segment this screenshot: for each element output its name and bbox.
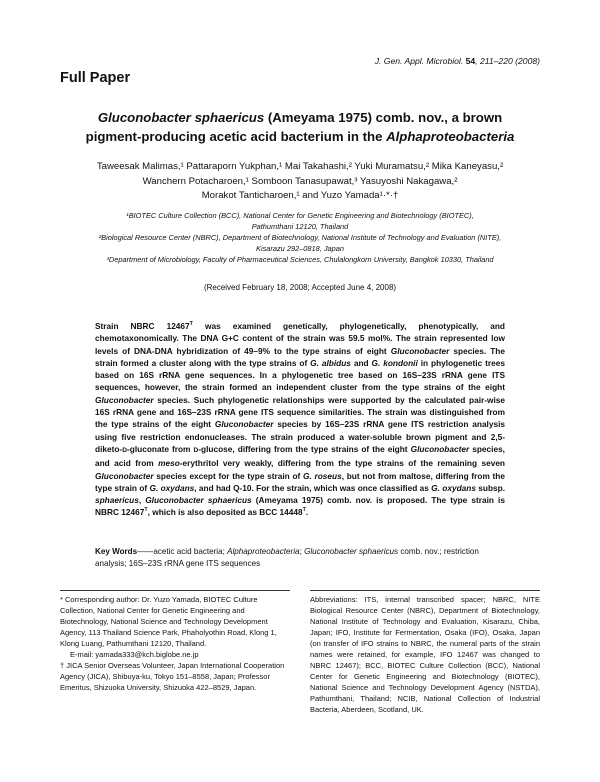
key-words (95, 546, 505, 571)
abstract-text: , but not from maltose, differing from the type strain of (95, 470, 505, 493)
affiliation-1-line-1: ¹BIOTEC Culture Collection (BCC), National Center for Genetic Engineering and Biotechnology (BIOTEC), (126, 211, 474, 220)
abstract-text: . (305, 507, 309, 518)
abstract-text: and (350, 357, 372, 368)
journal-pages: 211–220 (2008) (479, 56, 540, 66)
key-word-italic: Gluconobacter sphaericus (304, 547, 399, 556)
abstract (95, 320, 505, 519)
affiliation-2-line-2: Kisarazu 292–0818, Japan (256, 244, 344, 253)
key-word-text: comb. nov.; restriction analysis; 16S–23S rRNA gene ITS sequences (95, 547, 479, 569)
abstract-text: , and had Q-10. For the strain, which was once classified as (194, 482, 432, 493)
abstract-italic: meso (158, 458, 180, 469)
journal-volume: 54 (465, 56, 476, 66)
abstract-text: (Ameyama 1975) comb. nov. is proposed. The type strain is NBRC 12467 (95, 495, 505, 518)
abstract-text: -erythritol very weakly, differing from the type strains of the remaining seven (179, 458, 505, 469)
key-word-italic: Alphaproteobacteria (227, 547, 300, 556)
title-part1: (Ameyama 1975) comb. nov., a brown (267, 110, 503, 125)
email-note: E-mail: yamada333@kch.biglobe.ne.jp (70, 650, 199, 659)
abstract-italic: G. oxydans (149, 482, 195, 493)
abstract-italic: Gluconobacter (390, 345, 450, 356)
abstract-text: -glucose, differing from the type strains of the eight (198, 443, 411, 454)
abstract-italic: Gluconobacter (214, 419, 274, 430)
journal-citation: J. Gen. Appl. Microbiol. 54, 211–220 (2008) (374, 56, 540, 66)
abstract-text: species, and acid from (95, 443, 505, 469)
type-strain-superscript: T (144, 507, 148, 514)
affiliation-3-line-1: ³Department of Microbiology, Faculty of Pharmaceutical Sciences, Chulalongkorn University, Bangkok 10330, Thailand (106, 255, 494, 264)
abstract-italic: Gluconobacter sphaericus (145, 495, 252, 506)
abstract-italic: Gluconobacter (95, 394, 154, 405)
affiliation-1-line-2: Pathumthani 12120, Thailand (251, 222, 349, 231)
abstract-text: Strain NBRC 12467 (95, 321, 190, 331)
title-class: Alphaproteobacteria (386, 129, 515, 144)
abstract-text: , (138, 495, 146, 506)
footnotes-right (310, 594, 540, 715)
abstract-italic: G. albidus (310, 357, 351, 368)
abstract-smallcaps: D (122, 446, 127, 454)
abstract-italic: G. kondonii (371, 357, 418, 368)
title-part2: pigment-producing acetic acid bacterium in the (85, 129, 383, 144)
abstract-italic: G. oxydans (431, 482, 476, 493)
type-strain-superscript: T (189, 321, 193, 328)
abstract-text: species by 16S–23S rRNA gene ITS restriction analysis using five restriction endonucleases. The strain produced a water-soluble brown pigment and 2,5-diketo- (95, 419, 506, 454)
corresponding-author-note: * Corresponding author: Dr. Yuzo Yamada, BIOTEC Culture Collection, National Center for Genetic Engineering and Biotechnology, National Science and Technology Development Agency, 113 Thailand Science Park, Phaholyothin Road, Klong 1, Klong Luang, Pathumthani 12120, Thailand. (60, 595, 277, 648)
abstract-italic: Gluconobacter (410, 443, 470, 454)
footnote-divider-left (60, 590, 290, 591)
key-words-label: Key Words (95, 547, 138, 556)
author-line-2: Wanchern Potacharoen,¹ Somboon Tanasupawat,³ Yasuyoshi Nakagawa,² (142, 175, 458, 187)
author-list (60, 160, 540, 204)
affiliations (60, 210, 540, 265)
abstract-text: , which is also deposited as BCC 14448 (147, 507, 303, 518)
journal-name: J. Gen. Appl. Microbiol. (374, 56, 464, 66)
abstract-text: -gluconate from (127, 443, 194, 454)
key-word-text: acetic acid bacteria; (153, 547, 228, 556)
abstract-italic: Gluconobacter (95, 470, 154, 481)
section-label: Full Paper (60, 70, 131, 86)
footnotes-left (60, 594, 290, 693)
abstract-italic: sphaericus (95, 495, 139, 506)
abstract-text: species. Such phylogenetic relationships were supported by the calculated pair-wise 16S rRNA gene and 16S–23S rRNA gene ITS sequence similarities. The strain was distinguished from the type strains of the eight (95, 394, 505, 430)
author-line-3: Morakot Tanticharoen,¹ and Yuzo Yamada¹·*·† (201, 190, 399, 201)
type-strain-superscript: T (302, 507, 306, 514)
jica-note: † JICA Senior Overseas Volunteer, Japan International Cooperation Agency (JICA), Shibuya-ku, Tokyo 151–8558, Japan; Professor Emeritus, Shizuoka University, Shizuoka 422–8529, Japan. (60, 661, 285, 692)
key-words-dash: —— (137, 547, 154, 556)
abstract-smallcaps: D (193, 446, 199, 454)
footnote-divider-right (310, 590, 540, 591)
received-dates: (Received February 18, 2008; Accepted June 4, 2008) (203, 283, 397, 292)
abbreviations-note: Abbreviations: ITS, internal transcribed spacer; NBRC, NITE Biological Resource Center (NBRC), Department of Biotechnology, National Institute of Technology and Evaluation, Kisarazu, Chiba, Japan; IFO, Institute for Fermentation, Osaka (IFO), Osaka, Japan (on transfer of IFO strains to NBRC, the numeral parts of the strain names were retained, for example, IFO 12467 was changed to NBRC 12467); BCC, BIOTEC Culture Collection (BCC), National Center for Genetic Engineering and Biotechnology (BIOTEC), National Science and Technology Development Agency (NSTDA), Pathumthani, Thailand; NCIB, National Collection of Industrial Bacteria, Aberdeen, Scotland, UK. (310, 595, 540, 714)
abstract-text: subsp. (475, 482, 506, 493)
abstract-text: was examined genetically, phylogenetically, phenotypically, and chemotaxonomically. The DNA G+C content of the strain was 59.5 mol%. The strain represented low levels of DNA-DNA hybridization of 49–9% to the type strains of eight (95, 321, 505, 356)
abstract-italic: G. roseus (303, 470, 342, 481)
title-species: Gluconobacter sphaericus (97, 110, 265, 125)
key-word-text: ; (299, 547, 305, 556)
author-line-1: Taweesak Malimas,¹ Pattaraporn Yukphan,¹ Mai Takahashi,² Yuki Muramatsu,² Mika Kaneyasu,² (96, 161, 504, 172)
abstract-text: species. The strain formed a cluster along with the type strains of (95, 345, 505, 368)
paper-title (50, 108, 550, 146)
abstract-text: species except for the type strain of (153, 470, 304, 481)
abstract-text: in phylogenetic trees based on 16S rRNA gene sequences. In a phylogenetic tree based on 16S–23S rRNA gene ITS sequences, however, the strain formed an independent cluster from the type strains of the eight (95, 357, 505, 393)
affiliation-2-line-1: ²Biological Resource Center (NBRC), Department of Biotechnology, National Institute of Technology and Evaluation (NITE), (98, 233, 502, 242)
